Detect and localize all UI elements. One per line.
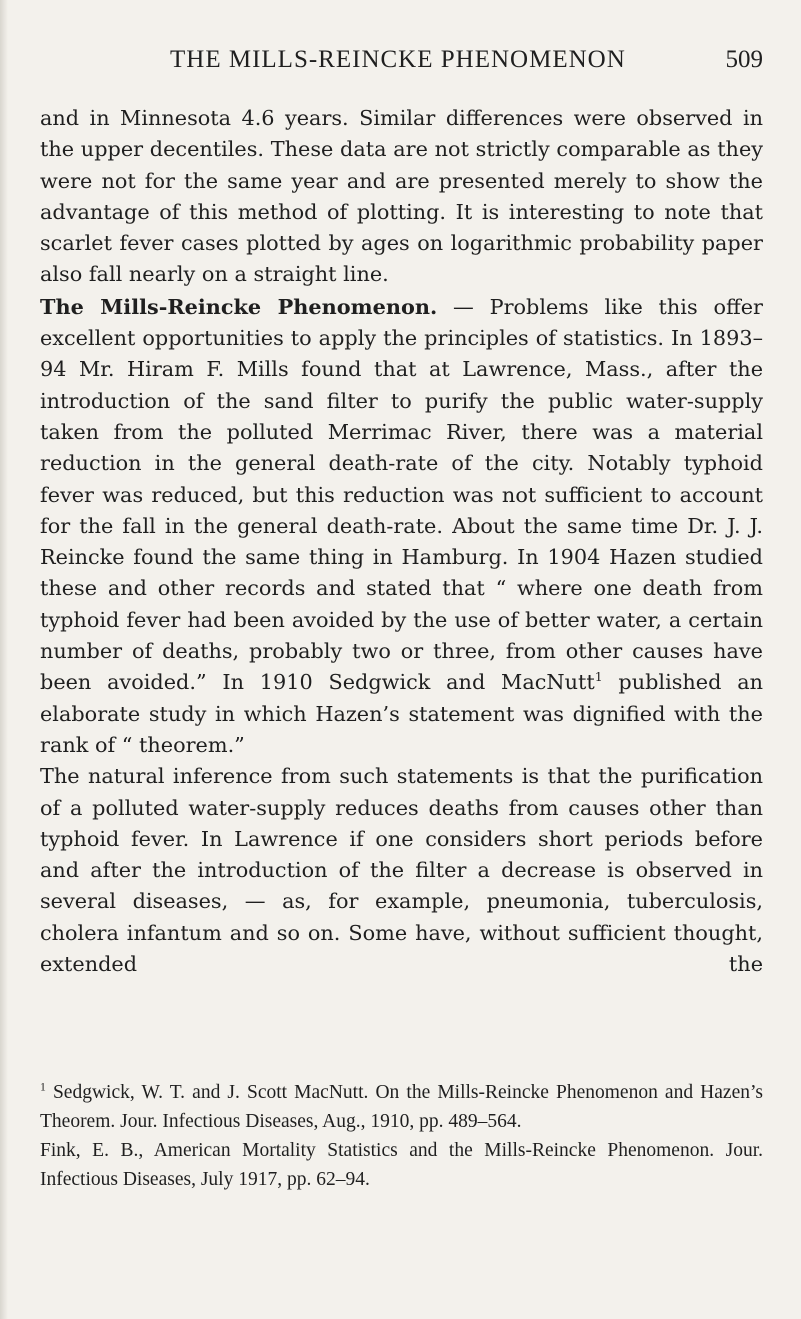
footnote-1: [40, 1078, 763, 1136]
paragraph-1: [40, 103, 763, 291]
footnote-2-text: Fink, E. B., American Mortality Statistics and the Mills-Reincke Phenomenon. Jour. Infectious Diseases, July 1917, pp. 62–94.: [40, 1140, 763, 1190]
body-text: [40, 103, 763, 980]
page-number: 509: [725, 46, 763, 73]
running-title: THE MILLS-REINCKE PHENOMENON: [170, 46, 626, 73]
paragraph-3-text: The natural inference from such statements is that the purification of a polluted water-supply reduces deaths from causes other than typhoid fever. In Lawrence if one considers short periods before and after the introduction of the filter a decrease is observed in several diseases, — as, for example, pneumonia, tuberculosis, cholera infantum and so on. Some have, without sufficient thought, extended the: [40, 764, 763, 977]
footnote-1-text: Sedgwick, W. T. and J. Scott MacNutt. On the Mills-Reincke Phenomenon and Hazen’s Theorem. Jour. Infectious Diseases, Aug., 1910, pp. 489–564.: [40, 1082, 763, 1132]
running-header: [40, 46, 763, 80]
paragraph-1-text: and in Minnesota 4.6 years. Similar differences were observed in the upper decentiles. These data are not strictly comparable as they were not for the same year and are presented merely to show the advantage of this method of plotting. It is interesting to note that scarlet fever cases plotted by ages on logarithmic probability paper also fall nearly on a straight line.: [40, 106, 763, 287]
footnotes: [40, 1078, 763, 1194]
footnote-2: [40, 1136, 763, 1194]
paragraph-3: [40, 761, 763, 980]
section-heading: The Mills-Reincke Phenomenon.: [40, 293, 438, 319]
paragraph-2: [40, 291, 763, 761]
paragraph-2-text-a: — Problems like this offer excellent opportunities to apply the principles of statistics. In 1893–94 Mr. Hiram F. Mills found that at Lawrence, Mass., after the introduction of the sand filter to purify the public water-supply taken from the polluted Merrimac River, there was a material reduction in the general death-rate of the city. Notably typhoid fever was reduced, but this reduction was not sufficient to account for the fall in the general death-rate. About the same time Dr. J. J. Reincke found the same thing in Hamburg. In 1904 Hazen studied these and other records and stated that “ where one death from typhoid fever had been avoided by the use of better water, a certain number of deaths, probably two or three, from other causes have been avoided.” In 1910 Sedgwick and MacNutt: [40, 294, 763, 695]
footnote-1-marker: 1: [40, 1080, 46, 1094]
paragraph-2-text-b: published an elaborate study in which Hazen’s statement was dignified with the rank of “ theorem.”: [40, 670, 763, 757]
footnote-marker-ref: 1: [594, 669, 603, 685]
page-edge-shadow: [0, 0, 8, 1319]
